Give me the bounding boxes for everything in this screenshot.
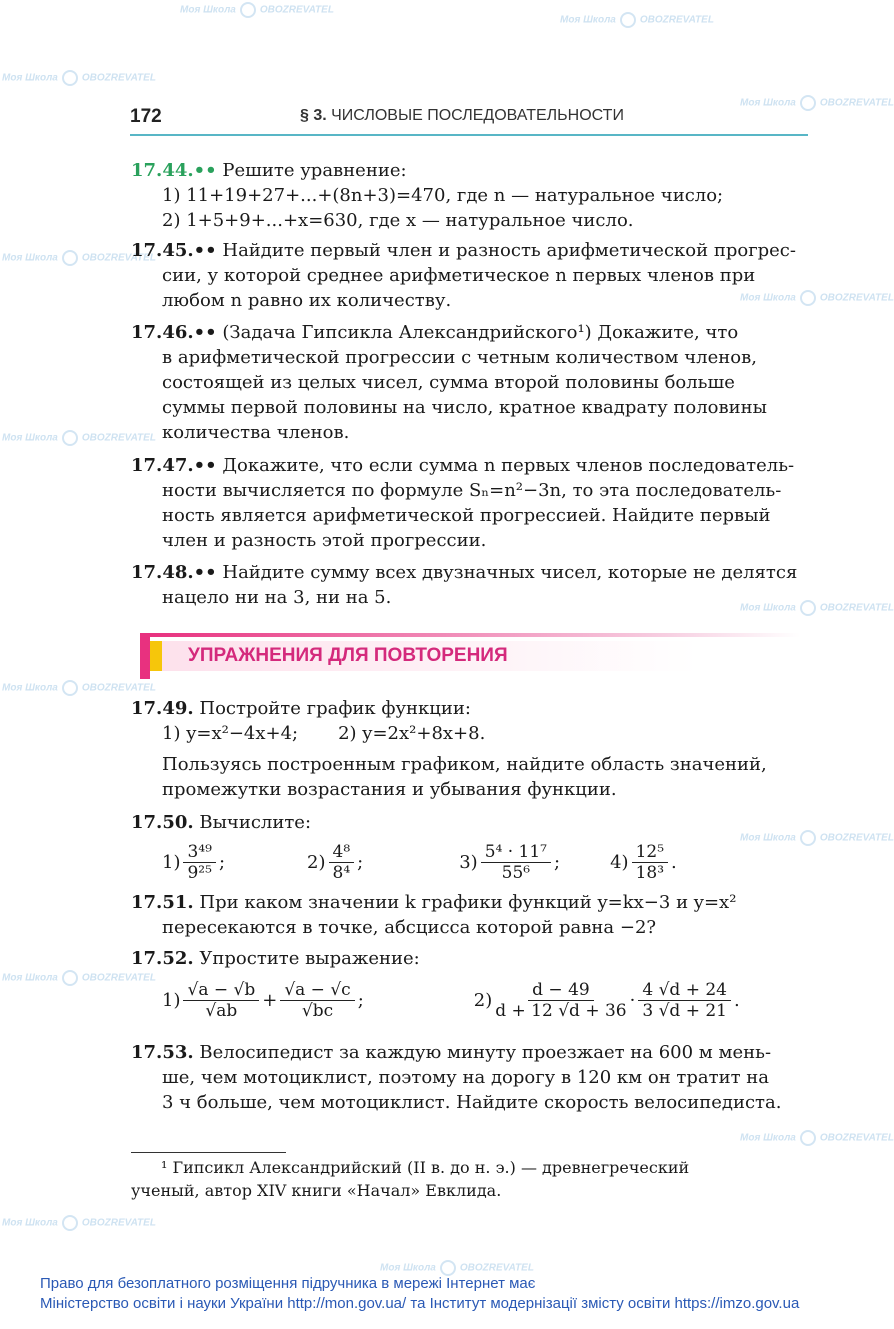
watermark: Моя Школа OBOZREVATEL bbox=[740, 1130, 894, 1146]
fraction: $\frac{4 √d + 24}{3 √d + 21}$ bbox=[638, 980, 731, 1021]
problem-number: 17.48.•• bbox=[131, 562, 217, 583]
footnote-divider bbox=[131, 1152, 286, 1153]
fraction: $\frac{\text{4⁸}}{\text{8⁴}}$ bbox=[329, 842, 355, 883]
banner-top-line bbox=[150, 633, 800, 637]
problem-number: 17.50. bbox=[131, 812, 194, 833]
license-line-1: Право для безоплатного розміщення підручника в мережі Інтернет має bbox=[40, 1275, 536, 1292]
section-banner bbox=[140, 633, 800, 679]
watermark: Моя Школа OBOZREVATEL bbox=[2, 70, 156, 86]
watermark: Моя Школа OBOZREVATEL bbox=[2, 970, 156, 986]
problem-number: 17.49. bbox=[131, 698, 194, 719]
watermark: Моя Школа OBOZREVATEL bbox=[2, 1215, 156, 1231]
banner-title: УПРАЖНЕНИЯ ДЛЯ ПОВТОРЕНИЯ bbox=[188, 645, 508, 666]
watermark: Моя Школа OBOZREVATEL bbox=[740, 830, 894, 846]
license-line-2: Міністерство освіти і науки України http://mon.gov.ua/ та Інститут модернізації змісту освіти https://imzo.gov.ua bbox=[40, 1295, 800, 1312]
problem-17-47: 17.47.•• Докажите, что если сумма n первых членов последователь- ности вычисляется по формуле Sₙ=n²−3n, то эта последователь- ность является арифметической прогрессией. Найдите первый член и разность этой прогрессии. bbox=[131, 455, 795, 551]
problem-number: 17.47.•• bbox=[131, 455, 217, 476]
watermark: Моя Школа OBOZREVATEL bbox=[2, 430, 156, 446]
fraction: $\frac{\text{12⁵}}{\text{18³}}$ bbox=[632, 842, 668, 883]
fraction: $\frac{√a - √c}{√bc}$ bbox=[280, 980, 354, 1021]
page-number: 172 bbox=[130, 106, 162, 127]
problem-17-44: 17.44.•• Решите уравнение: 1) 11+19+27+...+(8n+3)=470, где n — натуральное число; 2) 1+5+9+...+x=630, где x — натуральное число. bbox=[131, 160, 724, 231]
watermark: Моя Школа OBOZREVATEL bbox=[740, 600, 894, 616]
watermark: Моя Школа OBOZREVATEL bbox=[2, 680, 156, 696]
problem-number: 17.53. bbox=[131, 1042, 194, 1063]
problem-number: 17.46.•• bbox=[131, 322, 217, 343]
watermark: Моя Школа OBOZREVATEL bbox=[560, 12, 714, 28]
fraction: $\frac{\text{5⁴ · 11⁷}}{\text{55⁶}}$ bbox=[481, 842, 551, 883]
problem-17-52: 17.52. Упростите выражение: 1) $\frac{√a - √b}{√ab}$ + $\frac{√a - √c}{√bc}$ ; 2) $\frac{d - 49}{d + 12 √d + 36}$ · $\frac{4 √d + 24}{3 √d + 21}$ . bbox=[131, 948, 740, 1021]
footnote: ¹ Гипсикл Александрийский (II в. до н. э.) — древнегреческий ученый, автор XIV книги «Начал» Евклида. bbox=[131, 1158, 690, 1200]
problem-17-50: 17.50. Вычислите: 1) $\frac{\text{3⁴⁹}}{\text{9²⁵}}$ ; 2) $\frac{\text{4⁸}}{\text{8⁴}}$ ; 3) $\frac{\text{5⁴ · 11⁷}}{\text{55⁶}}$ ; 4) $\frac{\text{12⁵}}{\text{18³}}$ . bbox=[131, 812, 677, 883]
section-title: § 3. ЧИСЛОВЫЕ ПОСЛЕДОВАТЕЛЬНОСТИ bbox=[300, 107, 624, 124]
problem-17-48: 17.48.•• Найдите сумму всех двузначных чисел, которые не делятся нацело ни на 3, ни на 5. bbox=[131, 562, 798, 608]
watermark: Моя Школа OBOZREVATEL bbox=[2, 250, 156, 266]
problem-17-46: 17.46.•• (Задача Гипсикла Александрийского¹) Докажите, что в арифметической прогрессии с четным количеством членов, состоящей из целых чисел, сумма второй половины больше суммы первой половины на число, кратное квадрату половины количества членов. bbox=[131, 322, 767, 443]
watermark: Моя Школа OBOZREVATEL bbox=[180, 2, 334, 18]
banner-accent-pink bbox=[140, 633, 150, 679]
problem-17-45: 17.45.•• Найдите первый член и разность арифметической прогрес- сии, у которой среднее арифметическое n первых членов при любом n равно их количеству. bbox=[131, 240, 796, 311]
problem-17-51: 17.51. При каком значении k графики функций y=kx−3 и y=x² пересекаются в точке, абсцисса которой равна −2? bbox=[131, 892, 737, 938]
problem-number: 17.51. bbox=[131, 892, 194, 913]
fraction: $\frac{√a - √b}{√ab}$ bbox=[183, 980, 259, 1021]
problem-17-53: 17.53. Велосипедист за каждую минуту проезжает на 600 м мень- ше, чем мотоциклист, поэтому на дорогу в 120 км он тратит на 3 ч больше, чем мотоциклист. Найдите скорость велосипедиста. bbox=[131, 1042, 782, 1113]
banner-accent-yellow bbox=[150, 641, 162, 671]
watermark: Моя Школа OBOZREVATEL bbox=[740, 95, 894, 111]
page-header bbox=[130, 104, 808, 136]
problem-number: 17.52. bbox=[131, 948, 194, 969]
fraction: $\frac{\text{3⁴⁹}}{\text{9²⁵}}$ bbox=[183, 842, 215, 883]
fraction: $\frac{d - 49}{d + 12 √d + 36}$ bbox=[495, 979, 627, 1021]
problem-number: 17.44.•• bbox=[131, 160, 217, 181]
watermark: Моя Школа OBOZREVATEL bbox=[740, 290, 894, 306]
problem-number: 17.45.•• bbox=[131, 240, 217, 261]
watermark: Моя Школа OBOZREVATEL bbox=[380, 1260, 534, 1276]
problem-17-49: 17.49. Постройте график функции: 1) y=x²−4x+4; 2) y=2x²+8x+8. Пользуясь построенным графиком, найдите область значений, промежутки возрастания и убывания функции. bbox=[131, 698, 767, 800]
